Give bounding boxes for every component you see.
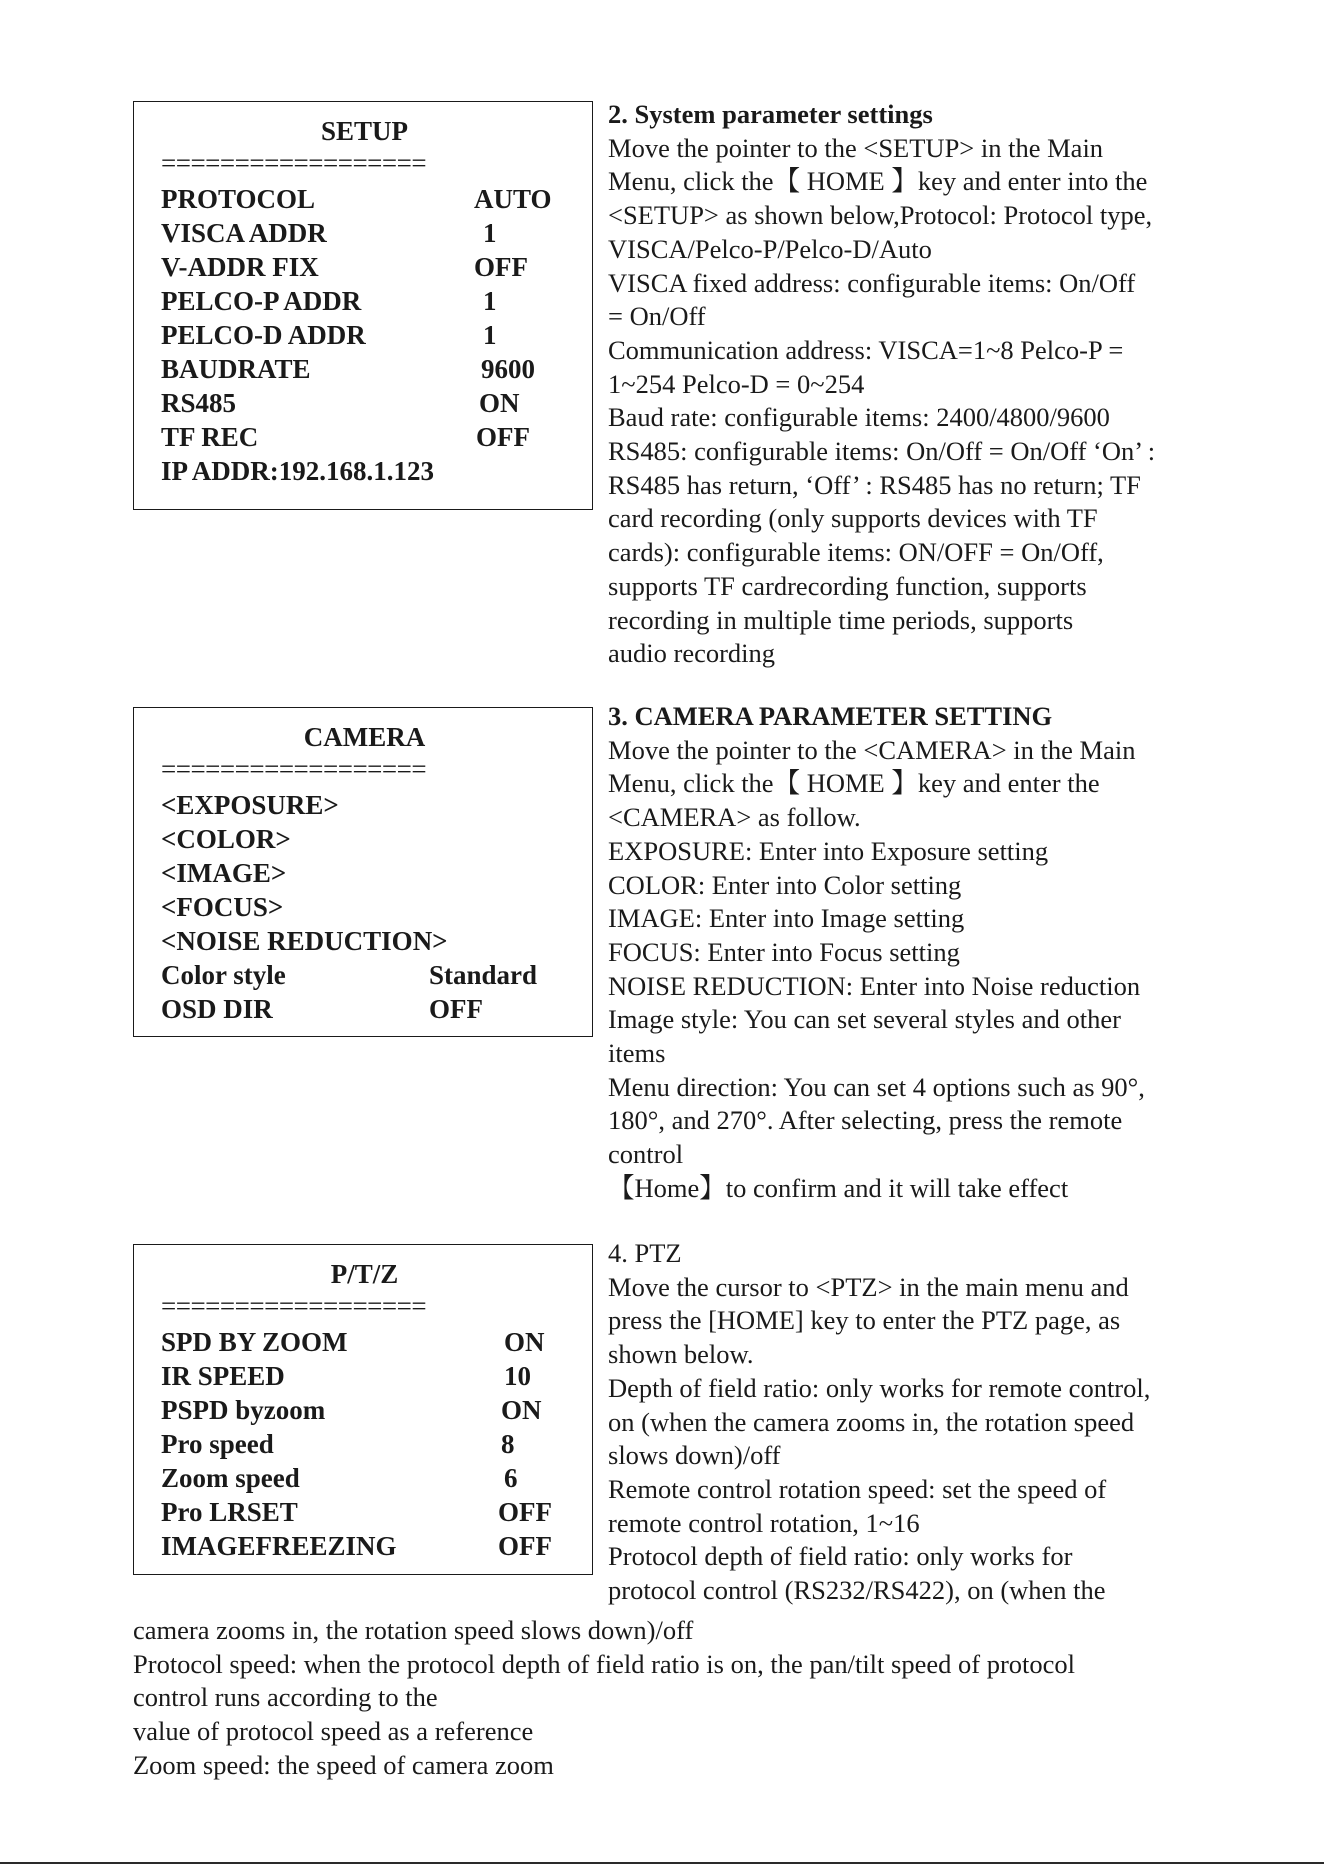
setup-row-label: PELCO-P ADDR — [161, 286, 362, 316]
setup-row-value: OFF — [474, 252, 528, 282]
ptz-menu-separator: ================== — [161, 1293, 427, 1321]
ptz-row-pspd-byzoom — [161, 1393, 568, 1427]
ptz-row-label: IMAGEFREEZING — [161, 1531, 397, 1561]
system-text-line: card recording (only supports devices with TF — [608, 503, 1098, 534]
camera-item-noise-reduction — [161, 924, 568, 958]
ptz-section — [608, 1237, 1308, 1608]
system-text-line: VISCA/Pelco-P/Pelco-D/Auto — [608, 233, 932, 264]
ptz-text-line: Protocol depth of field ratio: only works for — [608, 1541, 1073, 1572]
setup-menu-separator: ================== — [161, 150, 427, 178]
ptz-text-line: protocol control (RS232/RS422), on (when the — [608, 1575, 1106, 1606]
camera-text-line: items — [608, 1038, 666, 1069]
camera-item-focus — [161, 890, 568, 924]
camera-text-line: Image style: You can set several styles and other — [608, 1004, 1121, 1035]
ptz-menu-box — [133, 1244, 593, 1575]
setup-row-ip-addr — [161, 454, 568, 488]
setup-row-label: BAUDRATE — [161, 354, 311, 384]
system-text-line: supports TF cardrecording function, supports — [608, 570, 1087, 601]
ptz-row-value: OFF — [498, 1497, 552, 1527]
bottom-text-line: Zoom speed: the speed of camera zoom — [133, 1749, 554, 1780]
camera-text-line: Menu, click the【 HOME 】key and enter the — [608, 768, 1100, 799]
ptz-row-value: 10 — [504, 1361, 531, 1391]
camera-item-color — [161, 822, 568, 856]
setup-row-label: PELCO-D ADDR — [161, 320, 366, 350]
ptz-text-line: shown below. — [608, 1339, 754, 1370]
system-text-line: <SETUP> as shown below,Protocol: Protocol type, — [608, 200, 1153, 231]
system-text-line: Menu, click the【 HOME 】key and enter into the — [608, 166, 1148, 197]
setup-row-pelco-d-addr — [161, 318, 568, 352]
system-text-line: 1~254 Pelco-D = 0~254 — [608, 368, 865, 399]
ptz-menu-title: P/T/Z — [330, 1259, 399, 1289]
camera-text-line: <CAMERA> as follow. — [608, 802, 861, 833]
ptz-row-value: ON — [504, 1327, 545, 1357]
system-text-line: Baud rate: configurable items: 2400/4800/9600 — [608, 402, 1110, 433]
system-text-line: audio recording — [608, 638, 776, 669]
camera-menu-separator: ================== — [161, 756, 427, 784]
bottom-text-line: control runs according to the — [133, 1682, 438, 1713]
setup-row-value: OFF — [476, 422, 530, 452]
ptz-text-line: Depth of field ratio: only works for remote control, — [608, 1372, 1151, 1403]
setup-row-label: TF REC — [161, 422, 259, 452]
setup-ip-address: IP ADDR:192.168.1.123 — [161, 456, 435, 486]
ptz-row-value: OFF — [498, 1531, 552, 1561]
setup-row-visca-addr — [161, 216, 568, 250]
camera-item-label: <EXPOSURE> — [161, 790, 339, 820]
setup-row-value: 1 — [483, 320, 497, 350]
bottom-text-line: value of protocol speed as a reference — [133, 1716, 534, 1747]
bottom-text-line: Protocol speed: when the protocol depth of field ratio is on, the pan/tilt speed of protocol — [133, 1648, 1076, 1679]
camera-item-image — [161, 856, 568, 890]
setup-row-value: ON — [479, 388, 520, 418]
camera-row-label: OSD DIR — [161, 994, 273, 1024]
setup-row-value: 1 — [483, 218, 497, 248]
setup-row-protocol — [161, 182, 568, 216]
system-text-line: Move the pointer to the <SETUP> in the Main — [608, 132, 1104, 163]
ptz-row-ir-speed — [161, 1359, 568, 1393]
ptz-text-line: slows down)/off — [608, 1440, 781, 1471]
camera-menu-box — [133, 707, 593, 1037]
camera-row-osd-dir — [161, 992, 568, 1026]
ptz-section-heading: 4. PTZ — [608, 1238, 682, 1268]
camera-text-line: FOCUS: Enter into Focus setting — [608, 936, 960, 967]
ptz-row-imagefreezing — [161, 1529, 568, 1563]
setup-row-label: V-ADDR FIX — [161, 252, 319, 282]
bottom-text-line: camera zooms in, the rotation speed slows down)/off — [133, 1615, 694, 1645]
setup-row-baudrate — [161, 352, 568, 386]
system-section-heading: 2. System parameter settings — [608, 99, 933, 129]
ptz-row-label: SPD BY ZOOM — [161, 1327, 348, 1357]
camera-text-line: control — [608, 1139, 684, 1170]
ptz-row-value: 6 — [504, 1463, 518, 1493]
camera-parameter-section — [608, 700, 1308, 1206]
camera-item-label: <NOISE REDUCTION> — [161, 926, 448, 956]
camera-section-heading: 3. CAMERA PARAMETER SETTING — [608, 701, 1053, 731]
setup-row-rs485 — [161, 386, 568, 420]
ptz-row-pro-lrset — [161, 1495, 568, 1529]
system-text-line: recording in multiple time periods, supports — [608, 604, 1074, 635]
camera-row-color-style — [161, 958, 568, 992]
ptz-row-label: Zoom speed — [161, 1463, 300, 1493]
camera-item-exposure — [161, 788, 568, 822]
camera-item-label: <COLOR> — [161, 824, 291, 854]
system-parameter-section — [608, 98, 1308, 671]
page-bottom-rule — [0, 1862, 1324, 1864]
camera-text-line: IMAGE: Enter into Image setting — [608, 903, 965, 934]
setup-row-label: PROTOCOL — [161, 184, 316, 214]
camera-text-line: Move the pointer to the <CAMERA> in the Main — [608, 734, 1136, 765]
setup-row-label: VISCA ADDR — [161, 218, 327, 248]
ptz-row-pro-speed — [161, 1427, 568, 1461]
camera-row-value: Standard — [429, 960, 538, 990]
system-text-line: Communication address: VISCA=1~8 Pelco-P = — [608, 334, 1124, 365]
ptz-continued-text — [133, 1614, 1313, 1783]
ptz-row-spd-by-zoom — [161, 1325, 568, 1359]
ptz-row-label: IR SPEED — [161, 1361, 285, 1391]
setup-row-v-addr-fix — [161, 250, 568, 284]
setup-row-value: AUTO — [474, 184, 552, 214]
ptz-row-value: ON — [501, 1395, 542, 1425]
ptz-row-label: PSPD byzoom — [161, 1395, 326, 1425]
setup-menu-box — [133, 101, 593, 510]
camera-text-line: NOISE REDUCTION: Enter into Noise reduction — [608, 970, 1141, 1001]
system-text-line: RS485 has return, ‘Off’ : RS485 has no return; TF — [608, 469, 1141, 500]
system-text-line: VISCA fixed address: configurable items: On/Off — [608, 267, 1136, 298]
ptz-row-zoom-speed — [161, 1461, 568, 1495]
ptz-text-line: Remote control rotation speed: set the speed of — [608, 1473, 1107, 1504]
setup-row-value: 9600 — [481, 354, 535, 384]
camera-row-value: OFF — [429, 994, 483, 1024]
camera-text-line: COLOR: Enter into Color setting — [608, 869, 962, 900]
setup-row-pelco-p-addr — [161, 284, 568, 318]
system-text-line: cards): configurable items: ON/OFF = On/Off, — [608, 537, 1104, 568]
setup-row-tf-rec — [161, 420, 568, 454]
ptz-text-line: press the [HOME] key to enter the PTZ page, as — [608, 1305, 1121, 1336]
camera-text-line: EXPOSURE: Enter into Exposure setting — [608, 835, 1049, 866]
camera-text-line: 【Home】to confirm and it will take effect — [608, 1172, 1069, 1203]
setup-menu-title: SETUP — [320, 116, 409, 146]
ptz-row-value: 8 — [501, 1429, 515, 1459]
camera-text-line: Menu direction: You can set 4 options such as 90°, — [608, 1071, 1145, 1102]
ptz-text-line: remote control rotation, 1~16 — [608, 1507, 920, 1538]
system-text-line: RS485: configurable items: On/Off = On/Off ‘On’ : — [608, 436, 1156, 467]
ptz-row-label: Pro LRSET — [161, 1497, 298, 1527]
setup-row-value: 1 — [483, 286, 497, 316]
system-text-line: = On/Off — [608, 301, 706, 332]
camera-row-label: Color style — [161, 960, 286, 990]
camera-item-label: <IMAGE> — [161, 858, 287, 888]
setup-row-label: RS485 — [161, 388, 237, 418]
ptz-text-line: on (when the camera zooms in, the rotation speed — [608, 1406, 1135, 1437]
camera-menu-title: CAMERA — [303, 722, 426, 752]
camera-item-label: <FOCUS> — [161, 892, 284, 922]
ptz-text-line: Move the cursor to <PTZ> in the main menu and — [608, 1271, 1129, 1302]
camera-text-line: 180°, and 270°. After selecting, press the remote — [608, 1105, 1123, 1136]
ptz-row-label: Pro speed — [161, 1429, 274, 1459]
